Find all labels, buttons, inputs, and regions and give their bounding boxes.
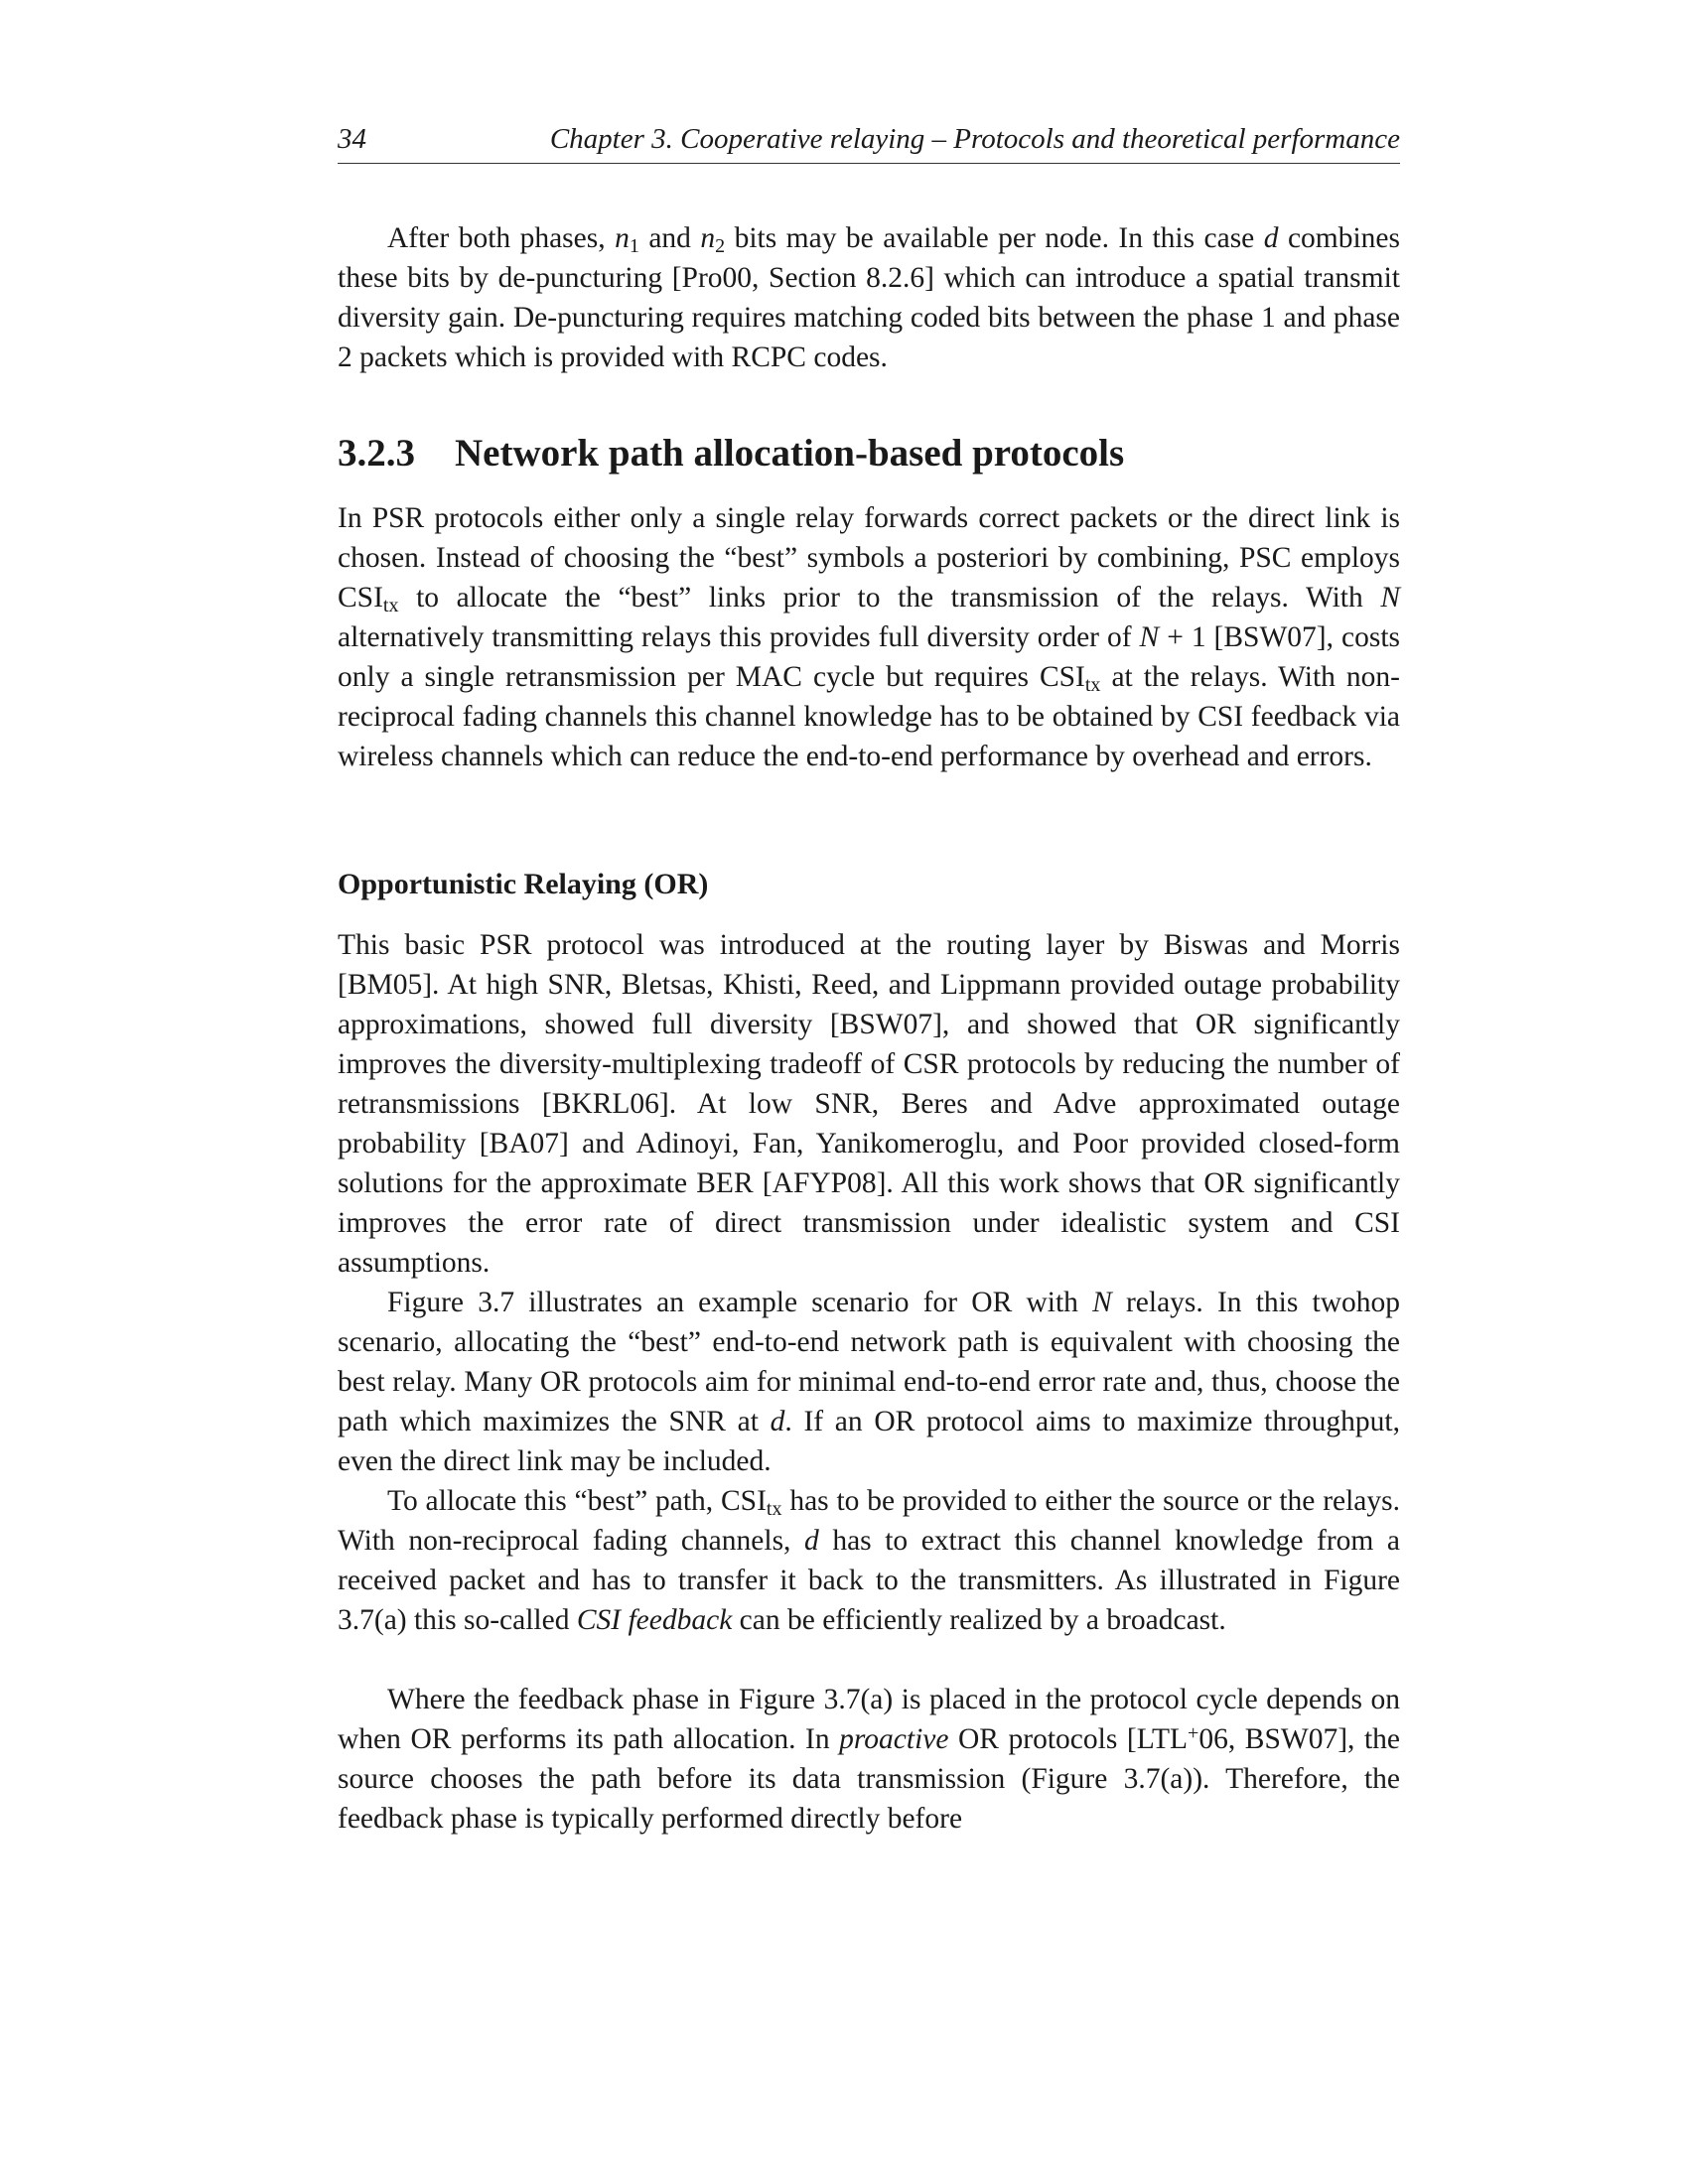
page-number: 34	[338, 123, 366, 155]
chapter-title: Chapter 3. Cooperative relaying – Protocols and theoretical performance	[549, 123, 1400, 155]
paragraph-or-background: This basic PSR protocol was introduced at the routing layer by Biswas and Morris [BM05]. At high SNR, Bletsas, Khisti, Reed, and Lippmann provided outage probability approximations, showed full diversity [BSW07], and showed that OR significantly improves the diversity-multiplexing tradeoff of CSR protocols by reducing the number of retransmissions [BKRL06]. At low SNR, Beres and Adve approximated outage probability [BA07] and Adinoyi, Fan, Yanikomeroglu, and Poor provided closed-form solutions for the approximate BER [AFYP08]. All this work shows that OR significantly improves the error rate of direct transmission under idealistic system and CSI assumptions.	[338, 929, 1400, 1279]
paragraph-csi-feedback: To allocate this “best” path, $CSI_{tx}$ has to be provided to either the source or the relays. With non-reciprocal fading channels, d has to extract this channel knowledge from a received packet and has to transfer it back to the transmitters. As illustrated in Figure 3.7(a) this so-called CSI feedback can be efficiently realized by a broadcast.	[338, 1485, 1401, 1636]
section-title: Network path allocation-based protocols	[455, 432, 1125, 475]
paragraph-figure-scenario: Figure 3.7 illustrates an example scenario for OR with N relays. In this twohop scenario, allocating the “best” end-to-end network path is equivalent with choosing the best relay. Many OR protocols aim for minimal end-to-end error rate and, thus, choose the path which maximizes the SNR at d. If an OR protocol aims to maximize throughput, even the direct link may be included.	[338, 1287, 1401, 1477]
running-header	[338, 123, 1400, 164]
paragraph-depuncturing: After both phases, $n_1$ and $n_2$ bits may be available per node. In this case d combines these bits by de-puncturing [Pro00, Section 8.2.6] which can introduce a spatial transmit diversity gain. De-puncturing requires matching coded bits between the phase 1 and phase 2 packets which is provided with RCPC codes.	[338, 222, 1400, 373]
paragraph-feedback-phase: Where the feedback phase in Figure 3.7(a) is placed in the protocol cycle depends on when OR performs its path allocation. In proactive OR protocols [LTL+06, BSW07], the source chooses the path before its data transmission (Figure 3.7(a)). Therefore, the feedback phase is typically performed directly before	[338, 1684, 1400, 1835]
section-heading	[338, 431, 1124, 476]
subsection-heading: Opportunistic Relaying (OR)	[338, 868, 709, 900]
paragraph-psr-protocols: In PSR protocols either only a single relay forwards correct packets or the direct link is chosen. Instead of choosing the “best” symbols a posteriori by combining, PSC employs $CSI_{tx}$ to allocate the “best” links prior to the transmission of the relays. With N alternatively transmitting relays this provides full diversity order of N + 1 [BSW07], costs only a single retransmission per MAC cycle but requires $CSI_{tx}$ at the relays. With non-reciprocal fading channels this channel knowledge has to be obtained by CSI feedback via wireless channels which can reduce the end-to-end performance by overhead and errors.	[338, 502, 1400, 772]
section-number: 3.2.3	[338, 432, 415, 475]
